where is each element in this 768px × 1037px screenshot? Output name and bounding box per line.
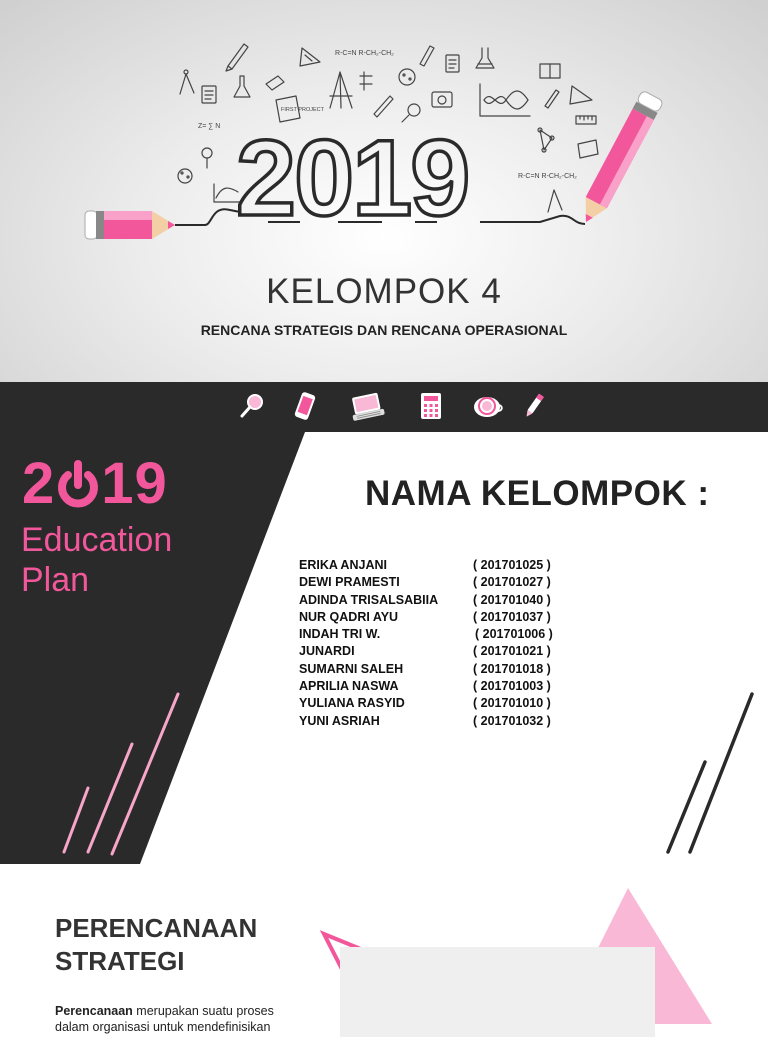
members-heading: NAMA KELOMPOK : [365, 474, 710, 513]
education-year [22, 450, 168, 517]
svg-text:FIRST PROJECT: FIRST PROJECT [281, 107, 324, 113]
year-art-title: 2019 [236, 117, 469, 238]
left-pencil-icon [85, 211, 175, 239]
pencil-doodle-icon [226, 44, 248, 71]
year-prefix: 2 [22, 451, 56, 516]
member-name: DEWI PRAMESTI [299, 575, 400, 590]
phone-icon [291, 391, 319, 421]
member-id: ( 201701025 ) [473, 558, 551, 572]
doodle-artwork [0, 0, 768, 432]
svg-text:R-C=N R-CH₂-CH₂: R-C=N R-CH₂-CH₂ [335, 50, 394, 57]
title-slide [0, 0, 768, 432]
slide-title: KELOMPOK 4 [266, 272, 502, 311]
pen-icon [522, 391, 546, 421]
member-name: ERIKA ANJANI [299, 558, 387, 572]
beaker-icon [476, 48, 494, 68]
svg-text:Z= ∑ N: Z= ∑ N [198, 123, 221, 130]
camera-icon [432, 92, 452, 107]
member-name: SUMARNI SALEH [299, 661, 404, 676]
pencil-small-icon [374, 96, 393, 117]
member-name: YUNI ASRIAH [299, 713, 380, 728]
body-keyword: Perencanaan [55, 1004, 133, 1018]
section-heading: PERENCANAAN STRATEGI [55, 913, 258, 976]
member-name: YULIANA RASYID [299, 696, 405, 711]
content-box [340, 947, 655, 1037]
member-name: INDAH TRI W. [299, 627, 381, 642]
magnifier-icon [238, 391, 266, 421]
wave-chart-icon [480, 84, 530, 116]
member-id: ( 201701037 ) [473, 609, 551, 624]
grid-chart-icon [360, 72, 372, 90]
member-id: ( 201701032 ) [473, 713, 551, 728]
member-name: NUR QADRI AYU [299, 609, 399, 624]
member-id: ( 201701027 ) [473, 575, 551, 590]
svg-text:R-C=N R-CH₂-CH₂: R-C=N R-CH₂-CH₂ [518, 173, 577, 180]
molecule-icon [538, 128, 554, 152]
eraser-icon [266, 76, 284, 90]
compass-right-icon [548, 190, 562, 212]
member-id: ( 201701003 ) [473, 679, 551, 694]
body-text: merupakan suatu proses dalam organisasi untuk mendefinisikan [55, 1004, 274, 1034]
set-square-icon [570, 86, 592, 104]
small-ruler-icon [576, 116, 596, 124]
icon-bar [0, 382, 768, 432]
compass-icon [180, 70, 194, 94]
dark-decor-lines [668, 694, 752, 852]
ruler-icon [420, 46, 434, 66]
note-icon [578, 140, 598, 158]
right-pencil-icon [575, 90, 663, 228]
laptop-icon [349, 391, 385, 423]
dots-circle-icon [178, 169, 192, 183]
power-icon [56, 455, 100, 513]
book-icon [540, 64, 560, 78]
section-body [55, 1003, 310, 1035]
slide-subtitle: RENCANA STRATEGIS DAN RENCANA OPERASIONAL [200, 322, 568, 338]
coffee-cup-icon [472, 391, 504, 421]
clipboard-icon [446, 55, 459, 72]
tripod-icon [330, 72, 352, 108]
pen-doodle-icon [545, 90, 559, 108]
member-name: JUNARDI [299, 644, 355, 659]
lamp-icon [202, 148, 212, 168]
member-id: ( 201701006 ) [475, 627, 553, 642]
calculator-icon [419, 391, 443, 421]
flask-icon [234, 76, 250, 97]
year-suffix: 19 [101, 451, 168, 516]
member-id: ( 201701021 ) [473, 644, 551, 659]
cookie-icon [399, 69, 415, 85]
member-name: APRILIA NASWA [299, 679, 399, 694]
member-name: ADINDA TRISALSABIIA [299, 592, 439, 607]
notebook-icon [202, 86, 216, 103]
members-slide [0, 432, 768, 864]
member-id: ( 201701010 ) [473, 696, 551, 711]
member-id: ( 201701040 ) [473, 592, 551, 607]
triangle-ruler-icon [300, 48, 320, 66]
strategy-slide [0, 864, 768, 1034]
education-plan-title: Education Plan [21, 521, 173, 599]
member-id: ( 201701018 ) [473, 661, 551, 676]
